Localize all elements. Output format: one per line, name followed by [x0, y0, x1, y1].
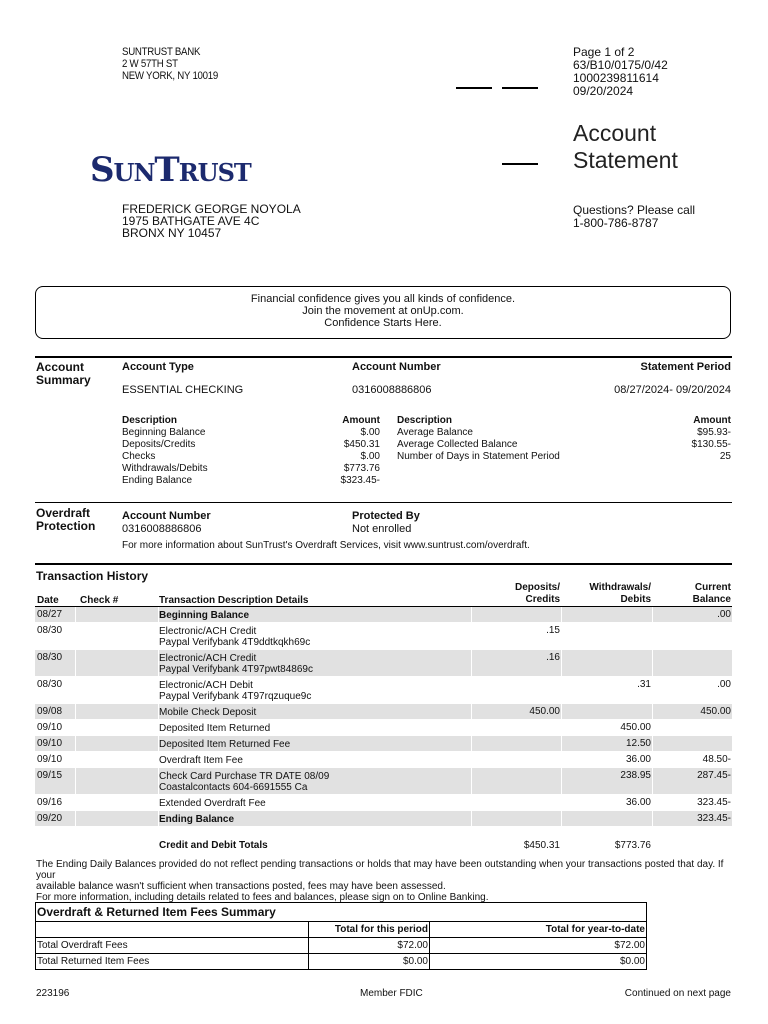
transaction-date: 08/27 — [37, 609, 63, 620]
page-info — [573, 46, 668, 98]
bank-address-line1: 2 W 57TH ST — [122, 58, 178, 70]
transaction-date: 08/30 — [37, 652, 63, 663]
banner-line-1: Financial confidence gives you all kinds of confidence. — [250, 293, 516, 305]
transaction-description: Deposited Item Returned Fee — [159, 739, 291, 750]
column-separator — [75, 795, 76, 810]
banner-line-3: Confidence Starts Here. — [324, 317, 442, 329]
summary-row — [122, 439, 380, 451]
transaction-balance: 323.45- — [697, 797, 731, 808]
column-separator — [471, 607, 472, 622]
summary-left-block — [122, 415, 380, 487]
transaction-description: Beginning Balance — [159, 610, 250, 621]
transaction-description-detail: Paypal Verifybank 4T97rqzuque9c — [159, 691, 312, 702]
transaction-balance: 287.45- — [697, 770, 731, 781]
summary-amount: $.00 — [360, 427, 380, 438]
transaction-description: Overdraft Item Fee — [159, 755, 243, 766]
ending-balance-notes — [36, 859, 736, 903]
column-separator — [471, 736, 472, 751]
transaction-row — [35, 704, 732, 719]
transaction-description: Check Card Purchase TR DATE 08/09 — [159, 771, 330, 782]
fees-row-ytd: $0.00 — [430, 954, 647, 970]
statement-period-value: 08/27/2024- 09/20/2024 — [614, 384, 731, 396]
transaction-withdrawal: 12.50 — [625, 738, 651, 749]
summary-amount: $773.76 — [343, 463, 380, 474]
transaction-row — [35, 811, 732, 826]
totals-label: Credit and Debit Totals — [159, 840, 268, 851]
footer-continued: Continued on next page — [624, 988, 731, 999]
transaction-deposit: .15 — [546, 625, 560, 636]
transaction-date: 09/08 — [37, 706, 63, 717]
transaction-date: 09/20 — [37, 813, 63, 824]
summary-amount: $95.93- — [697, 427, 731, 438]
statement-period-header: Statement Period — [640, 361, 731, 373]
protected-by-header: Protected By — [352, 510, 420, 522]
desc-header: Description — [397, 415, 453, 426]
summary-row — [397, 451, 731, 463]
transaction-description-detail: Paypal Verifybank 4T9ddtkqkh69c — [159, 637, 311, 648]
customer-address — [122, 203, 301, 239]
overdraft-info-text: For more information about SunTrust's Overdraft Services, visit www.suntrust.com/overdraft. — [122, 540, 530, 551]
column-separator — [561, 736, 562, 751]
fees-summary-title: Overdraft & Returned Item Fees Summary — [36, 903, 647, 922]
column-separator — [652, 811, 653, 826]
overdraft-label-line1: Overdraft — [36, 506, 91, 520]
suntrust-logo: SunTrust — [90, 150, 251, 190]
footer-document-id: 223196 — [36, 988, 70, 999]
summary-desc: Beginning Balance — [122, 427, 206, 438]
transaction-description: Deposited Item Returned — [159, 723, 271, 734]
column-separator — [652, 650, 653, 676]
transaction-date: 08/30 — [37, 625, 63, 636]
questions-label: Questions? Please call — [573, 203, 696, 217]
summary-amount: $.00 — [360, 451, 380, 462]
transaction-row — [35, 768, 732, 794]
fees-label-header — [36, 922, 309, 938]
column-separator — [471, 704, 472, 719]
balance-header-line2: Balance — [692, 594, 731, 605]
column-separator — [75, 736, 76, 751]
col-date-header: Date — [37, 595, 59, 606]
column-separator — [561, 720, 562, 735]
fees-summary-table — [35, 902, 647, 970]
col-check-header: Check # — [80, 595, 119, 606]
column-separator — [561, 752, 562, 767]
col-balance-header — [693, 582, 731, 606]
summary-label-line1: Account — [36, 360, 84, 374]
amount-header: Amount — [342, 415, 380, 426]
fees-row-ytd: $72.00 — [430, 938, 647, 954]
transaction-description: Electronic/ACH Credit — [159, 626, 257, 637]
totals-withdrawals: $773.76 — [614, 840, 651, 851]
transaction-history-title: Transaction History — [36, 569, 149, 583]
column-separator — [561, 811, 562, 826]
transaction-date: 09/16 — [37, 797, 63, 808]
deposits-header-line1: Deposits/ — [514, 582, 560, 593]
summary-desc: Average Balance — [397, 427, 473, 438]
column-separator — [471, 677, 472, 703]
summary-row — [397, 439, 731, 451]
fees-row — [36, 954, 647, 970]
summary-row — [122, 427, 380, 439]
overdraft-account-number-header: Account Number — [122, 510, 211, 522]
summary-desc: Number of Days in Statement Period — [397, 451, 560, 462]
desc-header: Description — [122, 415, 178, 426]
fees-row-period: $72.00 — [309, 938, 430, 954]
column-separator — [75, 650, 76, 676]
summary-right-block — [397, 415, 731, 463]
col-withdrawals-header — [589, 582, 651, 606]
summary-desc: Deposits/Credits — [122, 439, 196, 450]
transaction-balance: .00 — [717, 679, 731, 690]
summary-row — [122, 451, 380, 463]
note-line-2: available balance wasn't sufficient when transactions posted, fees may have been assessed. — [36, 881, 446, 892]
col-desc-header: Transaction Description Details — [159, 595, 309, 606]
phone-number: 1-800-786-8787 — [573, 216, 659, 230]
column-separator — [471, 795, 472, 810]
transaction-description: Mobile Check Deposit — [159, 707, 257, 718]
customer-address-line2: BRONX NY 10457 — [122, 226, 222, 240]
col-deposits-header — [515, 582, 560, 606]
column-separator — [471, 623, 472, 649]
column-separator — [561, 704, 562, 719]
fees-row — [36, 938, 647, 954]
statement-code: 63/B10/0175/0/42 — [573, 58, 668, 72]
transaction-row — [35, 607, 732, 622]
banner-line-2: Join the movement at onUp.com. — [302, 305, 464, 317]
summary-amount: $323.45- — [340, 475, 380, 486]
summary-desc: Withdrawals/Debits — [122, 463, 208, 474]
overdraft-label-line2: Protection — [36, 519, 96, 533]
transaction-row — [35, 623, 732, 649]
transaction-row — [35, 650, 732, 676]
summary-top-rule — [35, 356, 732, 358]
summary-desc: Ending Balance — [122, 475, 193, 486]
bank-name: SUNTRUST BANK — [122, 46, 201, 58]
transaction-date: 09/15 — [37, 770, 63, 781]
transaction-row — [35, 720, 732, 735]
fees-period-header: Total for this period — [309, 922, 430, 938]
title-line-1: Account — [573, 120, 657, 146]
column-separator — [75, 623, 76, 649]
transaction-date: 08/30 — [37, 679, 63, 690]
column-separator — [561, 607, 562, 622]
column-separator — [75, 677, 76, 703]
transaction-date: 09/10 — [37, 754, 63, 765]
column-separator — [471, 768, 472, 794]
transaction-balance: 48.50- — [702, 754, 731, 765]
column-separator — [652, 736, 653, 751]
transaction-description: Extended Overdraft Fee — [159, 798, 266, 809]
overdraft-account-number: 0316008886806 — [122, 523, 202, 535]
decor-dash-1 — [456, 87, 492, 89]
summary-desc: Average Collected Balance — [397, 439, 518, 450]
column-separator — [561, 768, 562, 794]
promo-banner — [35, 286, 731, 339]
customer-name: FREDERICK GEORGE NOYOLA — [122, 202, 301, 216]
transaction-balance: 450.00 — [700, 706, 731, 717]
summary-amount: $130.55- — [691, 439, 731, 450]
column-separator — [652, 752, 653, 767]
column-separator — [75, 768, 76, 794]
column-separator — [75, 811, 76, 826]
fees-row-label: Total Returned Item Fees — [36, 954, 309, 970]
column-separator — [561, 650, 562, 676]
column-separator — [561, 623, 562, 649]
decor-dash-2 — [502, 87, 538, 89]
column-separator — [471, 650, 472, 676]
column-separator — [652, 795, 653, 810]
statement-title — [573, 120, 678, 174]
customer-address-line1: 1975 BATHGATE AVE 4C — [122, 214, 260, 228]
column-separator — [75, 607, 76, 622]
column-separator — [652, 768, 653, 794]
transaction-withdrawal: 238.95 — [620, 770, 651, 781]
column-separator — [471, 811, 472, 826]
summary-label-line2: Summary — [36, 373, 91, 387]
transaction-withdrawal: 36.00 — [625, 754, 651, 765]
transaction-deposit: .16 — [546, 652, 560, 663]
transaction-withdrawal: .31 — [637, 679, 651, 690]
statement-date: 09/20/2024 — [573, 84, 634, 98]
transaction-date: 09/10 — [37, 722, 63, 733]
transactions-top-rule — [35, 563, 732, 565]
note-line-1: The Ending Daily Balances provided do not reflect pending transactions or holds that may have been outstanding when your transactions posted that day. If your — [36, 859, 724, 881]
summary-left-header — [122, 415, 380, 427]
decor-dash-3 — [502, 163, 538, 165]
summary-row — [122, 463, 380, 475]
column-separator — [561, 677, 562, 703]
column-separator — [561, 795, 562, 810]
transaction-row — [35, 736, 732, 751]
overdraft-top-rule — [35, 502, 732, 503]
transaction-date: 09/10 — [37, 738, 63, 749]
transaction-description: Ending Balance — [159, 814, 235, 825]
account-number-value: 0316008886806 — [352, 384, 432, 396]
title-line-2: Statement — [573, 147, 678, 173]
transaction-description-detail: Coastalcontacts 604-6691555 Ca — [159, 782, 308, 793]
fees-ytd-header: Total for year-to-date — [430, 922, 647, 938]
summary-right-header — [397, 415, 731, 427]
column-separator — [652, 677, 653, 703]
bank-address — [122, 46, 218, 82]
page-number: Page 1 of 2 — [573, 45, 635, 59]
account-type-header: Account Type — [122, 361, 194, 373]
summary-amount: $450.31 — [343, 439, 380, 450]
account-number-header: Account Number — [352, 361, 441, 373]
withdrawals-header-line2: Debits — [620, 594, 651, 605]
amount-header: Amount — [693, 415, 731, 426]
transaction-row — [35, 677, 732, 703]
transaction-description: Electronic/ACH Credit — [159, 653, 257, 664]
fees-row-label: Total Overdraft Fees — [36, 938, 309, 954]
deposits-header-line2: Credits — [525, 594, 560, 605]
column-separator — [75, 720, 76, 735]
column-separator — [652, 720, 653, 735]
summary-row — [397, 427, 731, 439]
bank-address-line2: NEW YORK, NY 10019 — [122, 70, 219, 82]
summary-desc: Checks — [122, 451, 156, 462]
protected-by-value: Not enrolled — [352, 523, 412, 535]
fees-row-period: $0.00 — [309, 954, 430, 970]
column-separator — [75, 752, 76, 767]
overdraft-protection-label — [36, 507, 95, 533]
transaction-description-detail: Paypal Verifybank 4T97pwt84869c — [159, 664, 313, 675]
summary-amount: 25 — [719, 451, 731, 462]
transaction-row — [35, 752, 732, 767]
column-separator — [652, 607, 653, 622]
column-separator — [471, 752, 472, 767]
column-separator — [652, 704, 653, 719]
transaction-description: Electronic/ACH Debit — [159, 680, 253, 691]
withdrawals-header-line1: Withdrawals/ — [589, 582, 651, 593]
account-type-value: ESSENTIAL CHECKING — [122, 384, 244, 396]
account-summary-label — [36, 361, 91, 387]
fees-header-row — [36, 922, 647, 938]
balance-header-line1: Current — [694, 582, 731, 593]
transaction-balance: .00 — [717, 609, 731, 620]
transaction-deposit: 450.00 — [529, 706, 560, 717]
transaction-withdrawal: 450.00 — [620, 722, 651, 733]
column-separator — [471, 720, 472, 735]
note-line-3: For more information, including details related to fees and balances, please sign on to Online Banking. — [36, 892, 489, 903]
totals-deposits: $450.31 — [523, 840, 560, 851]
questions-contact — [573, 204, 695, 230]
account-reference: 1000239811614 — [573, 71, 659, 85]
transaction-row — [35, 795, 732, 810]
column-separator — [652, 623, 653, 649]
summary-row — [122, 475, 380, 487]
transaction-balance: 323.45- — [697, 813, 731, 824]
column-separator — [75, 704, 76, 719]
transaction-withdrawal: 36.00 — [625, 797, 651, 808]
footer-member-fdic: Member FDIC — [360, 988, 423, 999]
